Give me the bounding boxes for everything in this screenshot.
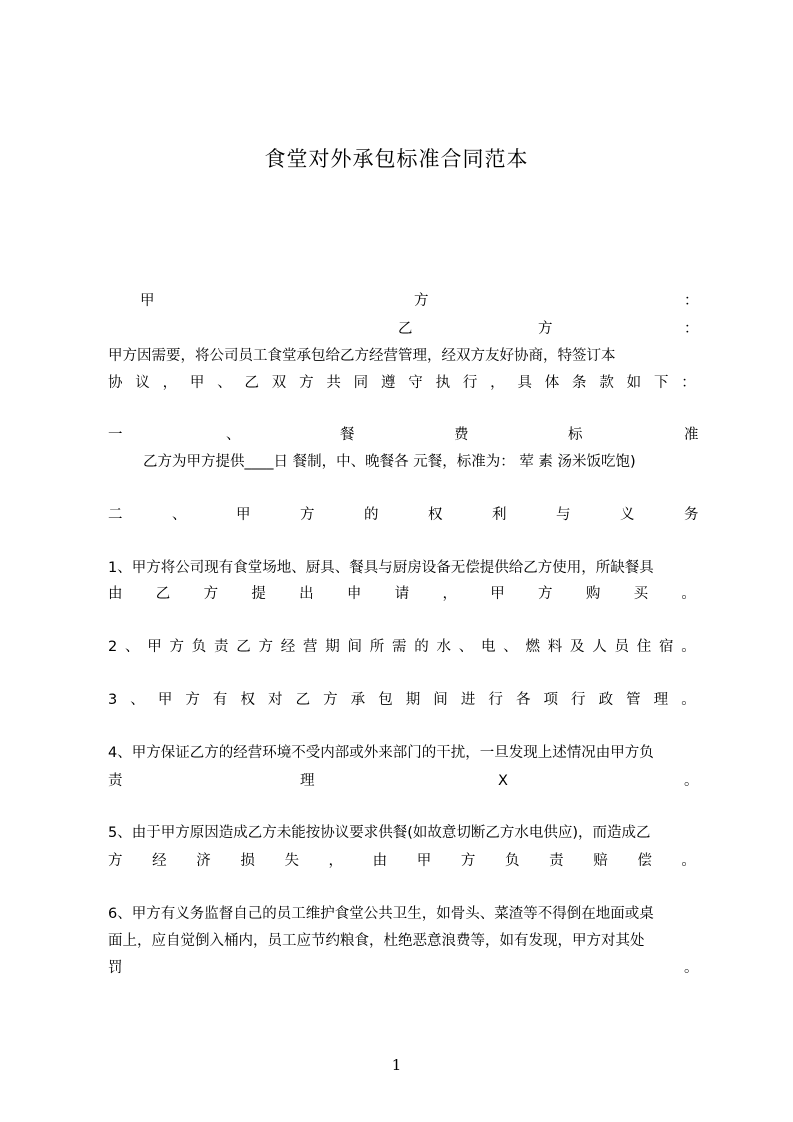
text-glyph: 2 [108, 639, 118, 655]
text-glyph: 期 [325, 639, 340, 655]
text-glyph: 协 [108, 375, 123, 391]
text-glyph: 负 [504, 853, 520, 869]
item-1-line-1: 1、甲方将公司现有食堂场地、厨具、餐具与厨房设备无偿提供给乙方使用，所缺餐具 [108, 560, 654, 576]
text-glyph: 甲 [236, 507, 251, 523]
item-5-line-1: 5、由于甲方原因造成乙方未能按协议要求供餐(如故意切断乙方水电供应)，而造成乙 [108, 825, 651, 841]
text-glyph: 具 [517, 375, 532, 391]
text-glyph: 及 [569, 639, 585, 655]
text-glyph: 权 [240, 692, 255, 708]
item-2-line [108, 636, 696, 658]
text-glyph: 如 [626, 375, 642, 391]
text-glyph: 二 [108, 507, 123, 523]
text-glyph: 间 [347, 639, 362, 655]
text-glyph: ， [442, 586, 457, 602]
text-glyph: 行 [488, 692, 503, 708]
text-glyph: 行 [462, 375, 478, 391]
text-glyph: 由 [372, 853, 388, 869]
text-glyph: 3 [108, 692, 118, 708]
text-glyph: 损 [240, 853, 255, 869]
text-glyph: 一 [108, 427, 123, 443]
item-6-line-1: 6、甲方有义务监督自己的员工维护食堂公共卫生，如骨头、菜渣等不得倒在地面或桌 [108, 906, 654, 922]
text-glyph: 方 [538, 586, 553, 602]
party-a-char: ： [684, 293, 699, 309]
party-a-line [108, 290, 699, 312]
item-5-line-2 [108, 850, 696, 872]
text-glyph: 责 [108, 773, 123, 789]
text-glyph: 守 [408, 375, 423, 391]
text-glyph: 甲 [416, 853, 432, 869]
text-glyph: 下 [653, 375, 669, 391]
text-glyph: 乙 [244, 375, 259, 391]
text-glyph: 。 [681, 639, 696, 655]
text-glyph: 理 [300, 773, 315, 789]
text-glyph: 济 [196, 853, 211, 869]
text-glyph: 、 [172, 507, 187, 523]
text-glyph: 权 [428, 507, 443, 523]
text-glyph: 方 [203, 586, 219, 602]
text-glyph: 包 [378, 692, 393, 708]
item-4-line-1: 4、甲方保证乙方的经营环境不受内部或外来部门的干扰，一旦发现上述情况由甲方负 [108, 745, 654, 761]
text-glyph: 出 [299, 586, 314, 602]
text-glyph: 有 [212, 692, 228, 708]
text-glyph: 标 [568, 427, 583, 443]
item-6-line-3 [108, 957, 699, 979]
text-glyph: 方 [185, 692, 200, 708]
text-glyph: 方 [108, 853, 123, 869]
item-6-line-2: 面上，应自觉倒入桶内，员工应节约粮食，杜绝恶意浪费等，如有发现，甲方对其处 [108, 933, 645, 949]
text-glyph: 对 [268, 692, 283, 708]
text-glyph: 政 [598, 692, 614, 708]
text-glyph: 水 [436, 639, 451, 655]
text-glyph: 双 [271, 375, 287, 391]
text-glyph: 员 [614, 639, 629, 655]
text-glyph: 宿 [658, 639, 674, 655]
text-glyph: 务 [684, 507, 699, 523]
text-glyph: 、 [124, 639, 140, 655]
text-glyph: 乙 [155, 586, 171, 602]
text-glyph: 罚 [108, 960, 123, 976]
text-glyph: 买 [633, 586, 649, 602]
text-glyph: 。 [681, 692, 696, 708]
text-glyph: 承 [350, 692, 366, 708]
text-glyph: 赔 [593, 853, 608, 869]
text-glyph: 方 [323, 692, 338, 708]
text-glyph: 、 [217, 375, 232, 391]
text-glyph: 提 [251, 586, 266, 602]
text-glyph: 甲 [147, 639, 162, 655]
text-glyph: 利 [492, 507, 507, 523]
text-glyph: 经 [280, 639, 296, 655]
text-glyph: 、 [130, 692, 145, 708]
text-glyph: 购 [585, 586, 601, 602]
text-glyph: 执 [435, 375, 451, 391]
text-glyph: 共 [326, 375, 341, 391]
text-glyph: 失 [284, 853, 299, 869]
text-glyph: 营 [302, 639, 318, 655]
text-glyph: X [498, 773, 508, 789]
text-glyph: 。 [681, 586, 696, 602]
party-a-char: 甲 [140, 293, 155, 309]
text-glyph: 燃 [525, 639, 540, 655]
text-glyph: 责 [549, 853, 564, 869]
text-glyph: 方 [300, 507, 315, 523]
text-glyph: 人 [592, 639, 607, 655]
text-glyph: 乙 [295, 692, 311, 708]
text-glyph: 甲 [189, 375, 205, 391]
text-glyph: 。 [684, 960, 699, 976]
text-glyph: 申 [346, 586, 362, 602]
text-glyph: ， [490, 375, 505, 391]
text-glyph: 电 [480, 639, 496, 655]
text-glyph: 。 [681, 853, 696, 869]
text-glyph: 住 [636, 639, 652, 655]
text-glyph: 乙 [236, 639, 251, 655]
text-glyph: 需 [391, 639, 407, 655]
intro-line-1: 甲方因需要，将公司员工食堂承包给乙方经营管理，经双方友好协商，特签订本 [108, 348, 616, 364]
text-glyph: 甲 [490, 586, 505, 602]
text-glyph: 方 [169, 639, 184, 655]
text-glyph: 料 [547, 639, 563, 655]
section-1-heading [108, 424, 699, 446]
text-glyph: 体 [544, 375, 560, 391]
text-glyph: 进 [460, 692, 476, 708]
party-b-char: 方 [538, 321, 553, 337]
text-glyph: 理 [653, 692, 669, 708]
party-a-char: 方 [414, 293, 429, 309]
text-glyph: 项 [543, 692, 558, 708]
text-glyph: 所 [369, 639, 385, 655]
text-glyph: 方 [299, 375, 314, 391]
text-glyph: 方 [460, 853, 476, 869]
text-glyph: 偿 [637, 853, 652, 869]
page-number: 1 [391, 1056, 402, 1074]
text-glyph: 与 [556, 507, 571, 523]
text-glyph: 、 [226, 427, 241, 443]
text-glyph: 餐 [340, 427, 355, 443]
text-glyph: 款 [599, 375, 614, 391]
text-glyph: 方 [258, 639, 273, 655]
text-glyph: 负 [191, 639, 207, 655]
text-glyph: 期 [405, 692, 421, 708]
text-glyph: 请 [394, 586, 410, 602]
text-glyph: 管 [626, 692, 641, 708]
item-3-line [108, 689, 696, 711]
text-glyph: 同 [353, 375, 369, 391]
section-2-heading [108, 504, 699, 526]
text-glyph: 、 [458, 639, 474, 655]
text-glyph: 经 [152, 853, 167, 869]
text-glyph: 遵 [380, 375, 396, 391]
party-b-line [108, 318, 699, 340]
section-1-body: 乙方为甲方提供____日 餐制，中、晚餐各 元餐，标准为： 荤 素 汤米饭吃饱) [143, 454, 636, 470]
text-glyph: 甲 [157, 692, 173, 708]
text-glyph: 的 [364, 507, 379, 523]
text-glyph: 责 [213, 639, 229, 655]
text-glyph: 、 [503, 639, 518, 655]
text-glyph: 准 [684, 427, 699, 443]
text-glyph: 间 [433, 692, 448, 708]
text-glyph: 义 [620, 507, 635, 523]
text-glyph: 费 [454, 427, 469, 443]
item-1-line-2 [108, 583, 696, 605]
text-glyph: ， [328, 853, 344, 869]
item-4-line-2 [108, 770, 699, 792]
text-glyph: 条 [572, 375, 587, 391]
intro-line-2 [108, 372, 696, 394]
text-glyph: 议 [135, 375, 150, 391]
party-b-char: ： [684, 321, 699, 337]
text-glyph: ： [681, 375, 696, 391]
party-b-char: 乙 [398, 321, 413, 337]
text-glyph: ， [162, 375, 178, 391]
text-glyph: 各 [515, 692, 531, 708]
page-title: 食堂对外承包标准合同范本 [264, 147, 529, 171]
text-glyph: 行 [571, 692, 586, 708]
text-glyph: 的 [414, 639, 429, 655]
text-glyph: 。 [684, 773, 699, 789]
text-glyph: 由 [108, 586, 123, 602]
